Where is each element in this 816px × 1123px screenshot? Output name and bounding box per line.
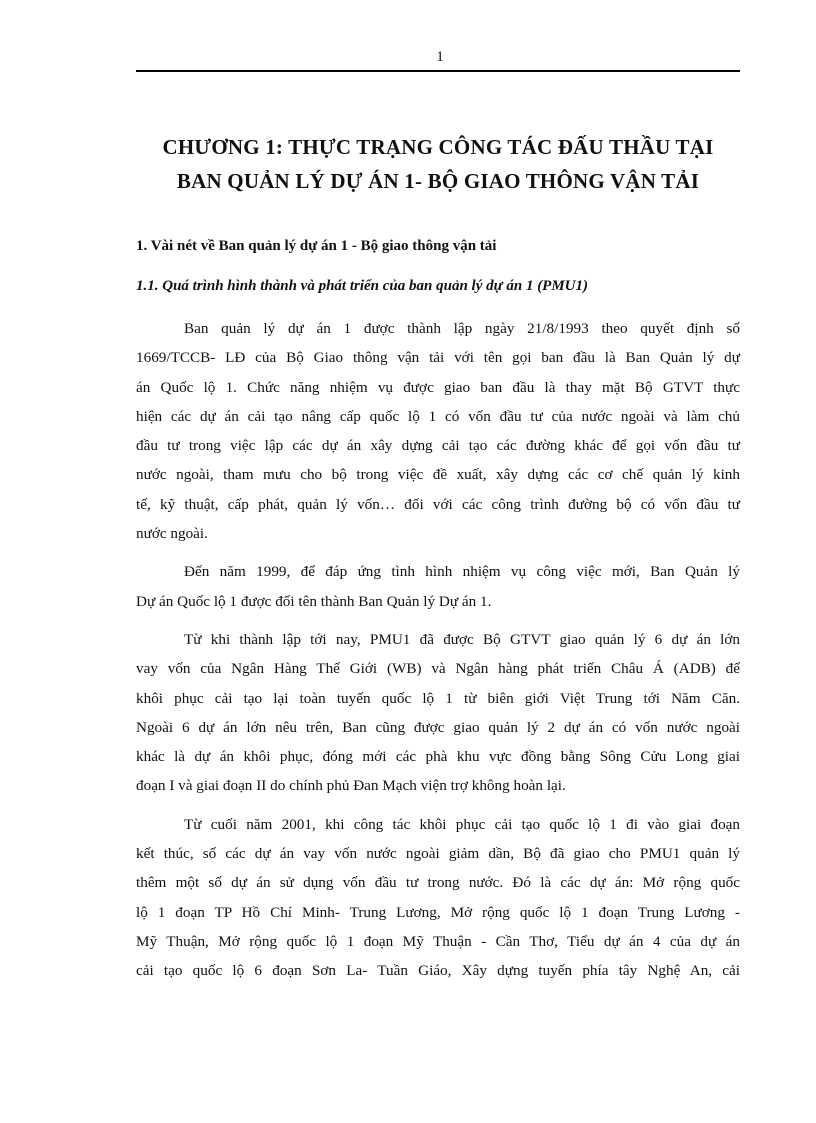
chapter-title: [136, 130, 740, 198]
paragraph-line: Mỹ Thuận, Mở rộng quốc lộ 1 đoạn Mỹ Thuận - Cần Thơ, Tiểu dự án 4 của dự án: [136, 932, 740, 950]
paragraph-4: [136, 810, 740, 986]
header-rule: [136, 70, 740, 72]
paragraph-line: Ngoài 6 dự án lớn nêu trên, Ban cũng được giao quản lý 2 dự án có vốn nước ngoài: [136, 718, 740, 736]
page-number: 1: [436, 49, 444, 65]
paragraph-line: tế, kỹ thuật, cấp phát, quản lý vốn… đối với các công trình đường bộ có vốn đầu tư: [136, 495, 740, 513]
paragraph-line: nước ngoài, tham mưu cho bộ trong việc đề xuất, xây dựng các cơ chế quản lý kinh: [136, 466, 740, 484]
paragraph-line: khác là dự án khôi phục, đóng mới các phà khu vực đồng bằng Sông Cửu Long giai: [136, 748, 740, 766]
paragraph-line: Từ khi thành lập tới nay, PMU1 đã được Bộ GTVT giao quản lý 6 dự án lớn: [184, 630, 740, 648]
paragraph-line: kết thúc, số các dự án vay vốn nước ngoài giảm dần, Bộ đã giao cho PMU1 quản lý: [136, 845, 740, 863]
paragraph-line: nước ngoài.: [136, 525, 208, 543]
paragraph-line: án Quốc lộ 1. Chức năng nhiệm vụ được giao ban đầu là thay mặt Bộ GTVT thực: [136, 378, 740, 396]
paragraph-line: Ban quản lý dự án 1 được thành lập ngày 21/8/1993 theo quyết định số: [184, 320, 740, 337]
chapter-title-line-2: BAN QUẢN LÝ DỰ ÁN 1- BỘ GIAO THÔNG VẬN TẢI: [176, 169, 700, 193]
paragraph-line: Đến năm 1999, để đáp ứng tình hình nhiệm vụ công việc mới, Ban Quản lý: [184, 563, 740, 581]
paragraph-line: hiện các dự án cải tạo nâng cấp quốc lộ 1 có vốn đầu tư của nước ngoài và làm chủ: [136, 407, 740, 425]
subsection-heading: 1.1. Quá trình hình thành và phát triển của ban quản lý dự án 1 (PMU1): [136, 278, 589, 294]
paragraph-2: [136, 557, 740, 616]
paragraph-line: Dự án Quốc lộ 1 được đổi tên thành Ban Quản lý Dự án 1.: [136, 592, 492, 610]
paragraph-1: [136, 314, 740, 548]
paragraph-line: Từ cuối năm 2001, khi công tác khôi phục cải tạo quốc lộ 1 đi vào giai đoạn: [184, 815, 740, 833]
paragraph-line: 1669/TCCB- LĐ của Bộ Giao thông vận tải với tên gọi ban đầu là Ban Quản lý dự: [136, 349, 740, 367]
body-text: [136, 314, 740, 986]
paragraph-line: thêm một số dự án sử dụng vốn đầu tư trong nước. Đó là các dự án: Mở rộng quốc: [136, 874, 740, 892]
paragraph-line: vay vốn của Ngân Hàng Thế Giới (WB) và Ngân hàng phát triển Châu Á (ADB) để: [136, 660, 740, 678]
paragraph-line: lộ 1 đoạn TP Hồ Chí Minh- Trung Lương, Mở rộng quốc lộ 1 đoạn Trung Lương -: [136, 903, 740, 921]
paragraph-line: khôi phục cải tạo lại toàn tuyến quốc lộ 1 từ biên giới Việt Trung tới Năm Căn.: [136, 689, 740, 707]
paragraph-line: cải tạo quốc lộ 6 đoạn Sơn La- Tuần Giáo, Xây dựng tuyến phía tây Nghệ An, cải: [136, 962, 740, 980]
section-heading: 1. Vài nét về Ban quản lý dự án 1 - Bộ giao thông vận tải: [136, 238, 497, 254]
paragraph-line: đầu tư trong việc lập các dự án xây dựng cải tạo các đường khác để gọi vốn đầu tư: [136, 437, 740, 455]
paragraph-line: đoạn I và giai đoạn II do chính phủ Đan Mạch viện trợ không hoàn lại.: [136, 777, 566, 795]
paragraph-3: [136, 625, 740, 801]
chapter-title-line-1: CHƯƠNG 1: THỰC TRẠNG CÔNG TÁC ĐẤU THẦU TẠI: [162, 135, 714, 159]
